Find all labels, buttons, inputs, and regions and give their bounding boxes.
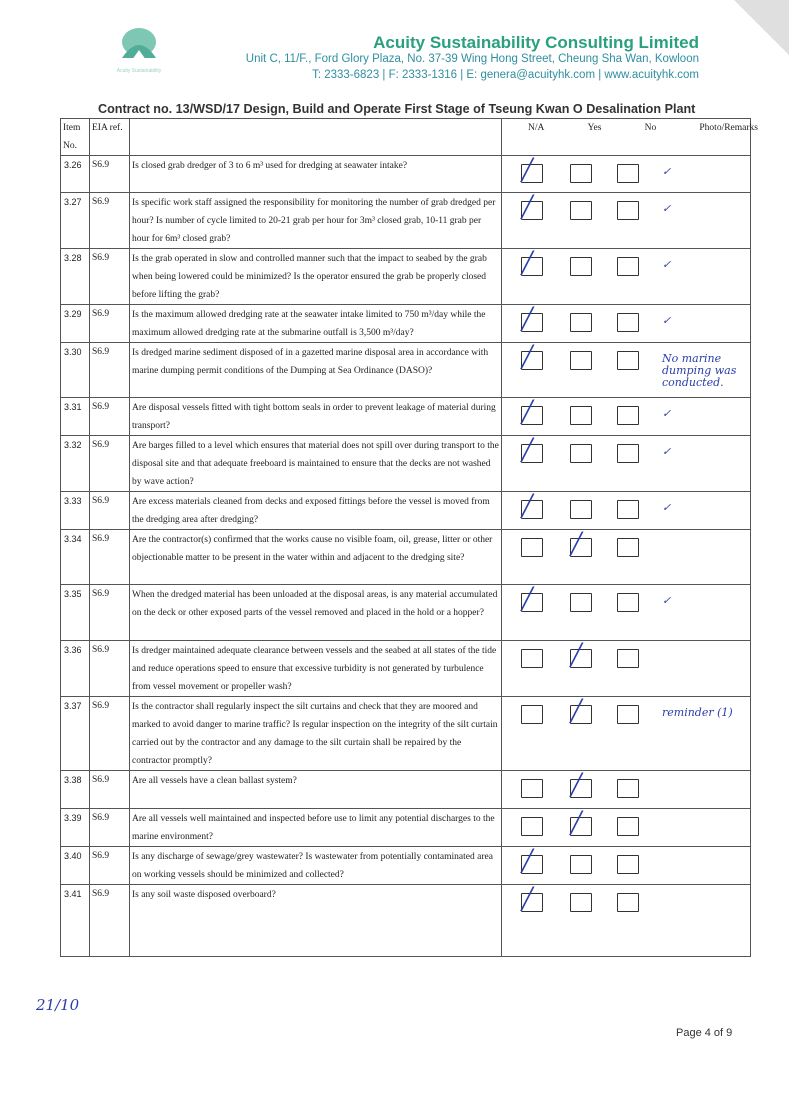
item-number: 3.39 xyxy=(61,809,90,847)
yes-checkbox[interactable] xyxy=(570,201,592,220)
table-row xyxy=(61,436,751,492)
eia-reference: S6.9 xyxy=(90,193,130,249)
check-status-cell xyxy=(502,585,751,641)
yes-checkbox[interactable] xyxy=(570,257,592,276)
check-description: Is the contractor shall regularly inspect the silt curtains and check that they are moored and marked to avoid danger to marine traffic? Is regular inspection on the integrity of the silt curtain carried out by the contractor and any damage to the silt curtain shall be repaired by the contractor promptly? xyxy=(130,697,502,771)
item-number: 3.29 xyxy=(61,305,90,343)
check-description: Are the contractor(s) confirmed that the works cause no visible foam, oil, grease, litter or other objectionable matter to be present in the water within and adjacent to the dredging site? xyxy=(130,530,502,585)
table-row xyxy=(61,641,751,697)
check-description: Are all vessels well maintained and inspected before use to limit any potential discharges to the marine environment? xyxy=(130,809,502,847)
table-row xyxy=(61,530,751,585)
no-checkbox[interactable] xyxy=(617,593,639,612)
yes-checkbox[interactable] xyxy=(570,500,592,519)
na-checkbox[interactable] xyxy=(521,538,543,557)
header-item: Item No. xyxy=(61,119,90,156)
eia-reference: S6.9 xyxy=(90,771,130,809)
yes-checkbox[interactable] xyxy=(570,593,592,612)
handwritten-remark: ✓ xyxy=(662,314,672,327)
check-status-cell xyxy=(502,530,751,585)
eia-reference: S6.9 xyxy=(90,398,130,436)
header-eia: EIA ref. xyxy=(90,119,130,156)
check-description: Is dredger maintained adequate clearance between vessels and the seabed at all states of the tide and reduce operations speed to ensure that excessive turbidity is not generated by turbulence from vessel movement or propeller wash? xyxy=(130,641,502,697)
table-row xyxy=(61,885,751,957)
check-status-cell xyxy=(502,809,751,847)
check-description: Are barges filled to a level which ensures that material does not spill over during transport to the disposal site and that adequate freeboard is maintained to ensure that the decks are not washed by wave action? xyxy=(130,436,502,492)
check-description: Are disposal vessels fitted with tight bottom seals in order to prevent leakage of material during transport? xyxy=(130,398,502,436)
page-number: Page 4 of 9 xyxy=(676,1027,733,1039)
item-number: 3.37 xyxy=(61,697,90,771)
check-description: Is the grab operated in slow and controlled manner such that the impact to seabed by the grab when being lowered could be minimized? Is the operator ensured the grab be properly closed before lifting the grab? xyxy=(130,249,502,305)
handwritten-remark: reminder (1) xyxy=(662,706,733,719)
handwritten-check-icon: ╱ xyxy=(521,494,534,518)
table-row xyxy=(61,771,751,809)
yes-checkbox[interactable] xyxy=(570,351,592,370)
handwritten-remark: ✓ xyxy=(662,202,672,215)
no-checkbox[interactable] xyxy=(617,855,639,874)
check-status-cell xyxy=(502,193,751,249)
table-row xyxy=(61,305,751,343)
table-header-row xyxy=(61,119,751,156)
check-description: Is the maximum allowed dredging rate at the seawater intake limited to 750 m³/day while the maximum allowed dredging rate at the submarine outfall is 3,500 m³/day? xyxy=(130,305,502,343)
item-number: 3.40 xyxy=(61,847,90,885)
handwritten-check-icon: ╱ xyxy=(521,307,534,331)
no-checkbox[interactable] xyxy=(617,257,639,276)
table-row xyxy=(61,398,751,436)
company-address: Unit C, 11/F., Ford Glory Plaza, No. 37-39 Wing Hong Street, Cheung Sha Wan, Kowloon xyxy=(245,53,699,65)
no-checkbox[interactable] xyxy=(617,500,639,519)
item-number: 3.32 xyxy=(61,436,90,492)
handwritten-remark: ✓ xyxy=(662,165,672,178)
item-number: 3.28 xyxy=(61,249,90,305)
handwritten-check-icon: ╱ xyxy=(521,438,534,462)
item-number: 3.35 xyxy=(61,585,90,641)
na-checkbox[interactable] xyxy=(521,705,543,724)
no-checkbox[interactable] xyxy=(617,817,639,836)
handwritten-check-icon: ╱ xyxy=(521,587,534,611)
yes-checkbox[interactable] xyxy=(570,406,592,425)
header-checks xyxy=(502,119,758,156)
no-checkbox[interactable] xyxy=(617,893,639,912)
check-description: When the dredged material has been unloaded at the disposal areas, is any material accumulated on the deck or other exposed parts of the vessel removed and placed in the hold or a hopper? xyxy=(130,585,502,641)
eia-reference: S6.9 xyxy=(90,156,130,193)
handwritten-check-icon: ╱ xyxy=(521,849,534,873)
table-row xyxy=(61,249,751,305)
eia-reference: S6.9 xyxy=(90,249,130,305)
yes-checkbox[interactable] xyxy=(570,855,592,874)
check-status-cell xyxy=(502,641,751,697)
handwritten-check-icon: ╱ xyxy=(521,345,534,369)
yes-checkbox[interactable] xyxy=(570,164,592,183)
handwritten-remark: No marine dumping was conducted. xyxy=(662,352,737,389)
company-logo xyxy=(96,22,182,92)
item-number: 3.26 xyxy=(61,156,90,193)
handwritten-check-icon: ╱ xyxy=(570,643,583,667)
check-status-cell xyxy=(502,885,751,957)
table-row xyxy=(61,847,751,885)
no-checkbox[interactable] xyxy=(617,313,639,332)
eia-reference: S6.9 xyxy=(90,641,130,697)
no-checkbox[interactable] xyxy=(617,444,639,463)
handwritten-remark: ✓ xyxy=(662,258,672,271)
item-number: 3.30 xyxy=(61,343,90,398)
table-row xyxy=(61,492,751,530)
check-description: Is dredged marine sediment disposed of in a gazetted marine disposal area in accordance with marine dumping permit conditions of the Dumping at Sea Ordinance (DASO)? xyxy=(130,343,502,398)
table-row xyxy=(61,697,751,771)
document-title: Contract no. 13/WSD/17 Design, Build and Operate First Stage of Tseung Kwan O Desalination Plant xyxy=(98,102,696,116)
header-yes: Yes xyxy=(587,123,602,133)
no-checkbox[interactable] xyxy=(617,779,639,798)
no-checkbox[interactable] xyxy=(617,164,639,183)
check-description: Is closed grab dredger of 3 to 6 m³ used for dredging at seawater intake? xyxy=(130,156,502,193)
check-description: Are excess materials cleaned from decks and exposed fittings before the vessel is moved from the dredging area after dredging? xyxy=(130,492,502,530)
item-number: 3.38 xyxy=(61,771,90,809)
item-number: 3.33 xyxy=(61,492,90,530)
header-no: No xyxy=(644,123,657,133)
check-status-cell xyxy=(502,492,751,530)
eia-reference: S6.9 xyxy=(90,305,130,343)
na-checkbox[interactable] xyxy=(521,817,543,836)
table-row xyxy=(61,809,751,847)
company-name: Acuity Sustainability Consulting Limited xyxy=(373,33,699,52)
header-description xyxy=(130,119,502,156)
check-status-cell xyxy=(502,398,751,436)
handwritten-date: 21/10 xyxy=(36,996,80,1014)
handwritten-check-icon: ╱ xyxy=(570,699,583,723)
check-description: Is any discharge of sewage/grey wastewater? Is wastewater from potentially contaminated area on working vessels should be minimized and collected? xyxy=(130,847,502,885)
handwritten-remark: ✓ xyxy=(662,407,672,420)
check-status-cell xyxy=(502,156,751,193)
table-row xyxy=(61,343,751,398)
item-number: 3.36 xyxy=(61,641,90,697)
handwritten-remark: ✓ xyxy=(662,594,672,607)
no-checkbox[interactable] xyxy=(617,705,639,724)
yes-checkbox[interactable] xyxy=(570,444,592,463)
eia-reference: S6.9 xyxy=(90,885,130,957)
handwritten-check-icon: ╱ xyxy=(521,158,534,182)
handwritten-remark: ✓ xyxy=(662,445,672,458)
handwritten-check-icon: ╱ xyxy=(570,532,583,556)
table-row xyxy=(61,156,751,193)
na-checkbox[interactable] xyxy=(521,649,543,668)
eia-reference: S6.9 xyxy=(90,847,130,885)
eia-reference: S6.9 xyxy=(90,530,130,585)
check-status-cell xyxy=(502,305,751,343)
table-row xyxy=(61,585,751,641)
header-na: N/A xyxy=(528,123,545,133)
yes-checkbox[interactable] xyxy=(570,893,592,912)
eia-reference: S6.9 xyxy=(90,809,130,847)
check-status-cell xyxy=(502,697,751,771)
handwritten-check-icon: ╱ xyxy=(521,251,534,275)
checklist-table xyxy=(60,118,758,957)
handwritten-check-icon: ╱ xyxy=(570,811,583,835)
eia-reference: S6.9 xyxy=(90,585,130,641)
check-status-cell xyxy=(502,847,751,885)
handwritten-check-icon: ╱ xyxy=(570,773,583,797)
check-status-cell xyxy=(502,249,751,305)
item-number: 3.41 xyxy=(61,885,90,957)
check-description: Is any soil waste disposed overboard? xyxy=(130,885,502,957)
check-description: Is specific work staff assigned the responsibility for monitoring the number of grab dredged per hour? Is number of cycle limited to 20-21 grab per hour for 3m³ closed grab, 10-11 grab per hour for 6m³ closed grab? xyxy=(130,193,502,249)
handwritten-check-icon: ╱ xyxy=(521,887,534,911)
na-checkbox[interactable] xyxy=(521,779,543,798)
check-status-cell xyxy=(502,343,751,398)
logo-text: Acuity Sustainability xyxy=(116,68,162,74)
item-number: 3.27 xyxy=(61,193,90,249)
handwritten-check-icon: ╱ xyxy=(521,195,534,219)
no-checkbox[interactable] xyxy=(617,201,639,220)
eia-reference: S6.9 xyxy=(90,343,130,398)
no-checkbox[interactable] xyxy=(617,406,639,425)
item-number: 3.31 xyxy=(61,398,90,436)
no-checkbox[interactable] xyxy=(617,351,639,370)
check-status-cell xyxy=(502,771,751,809)
page-corner-fold xyxy=(734,0,789,55)
table-row xyxy=(61,193,751,249)
eia-reference: S6.9 xyxy=(90,436,130,492)
header-remarks: Photo/Remarks xyxy=(699,123,758,133)
no-checkbox[interactable] xyxy=(617,649,639,668)
handwritten-check-icon: ╱ xyxy=(521,400,534,424)
eia-reference: S6.9 xyxy=(90,697,130,771)
eia-reference: S6.9 xyxy=(90,492,130,530)
no-checkbox[interactable] xyxy=(617,538,639,557)
handwritten-remark: ✓ xyxy=(662,501,672,514)
check-status-cell xyxy=(502,436,751,492)
company-contact: T: 2333-6823 | F: 2333-1316 | E: genera@acuityhk.com | www.acuityhk.com xyxy=(312,69,699,81)
yes-checkbox[interactable] xyxy=(570,313,592,332)
item-number: 3.34 xyxy=(61,530,90,585)
check-description: Are all vessels have a clean ballast system? xyxy=(130,771,502,809)
